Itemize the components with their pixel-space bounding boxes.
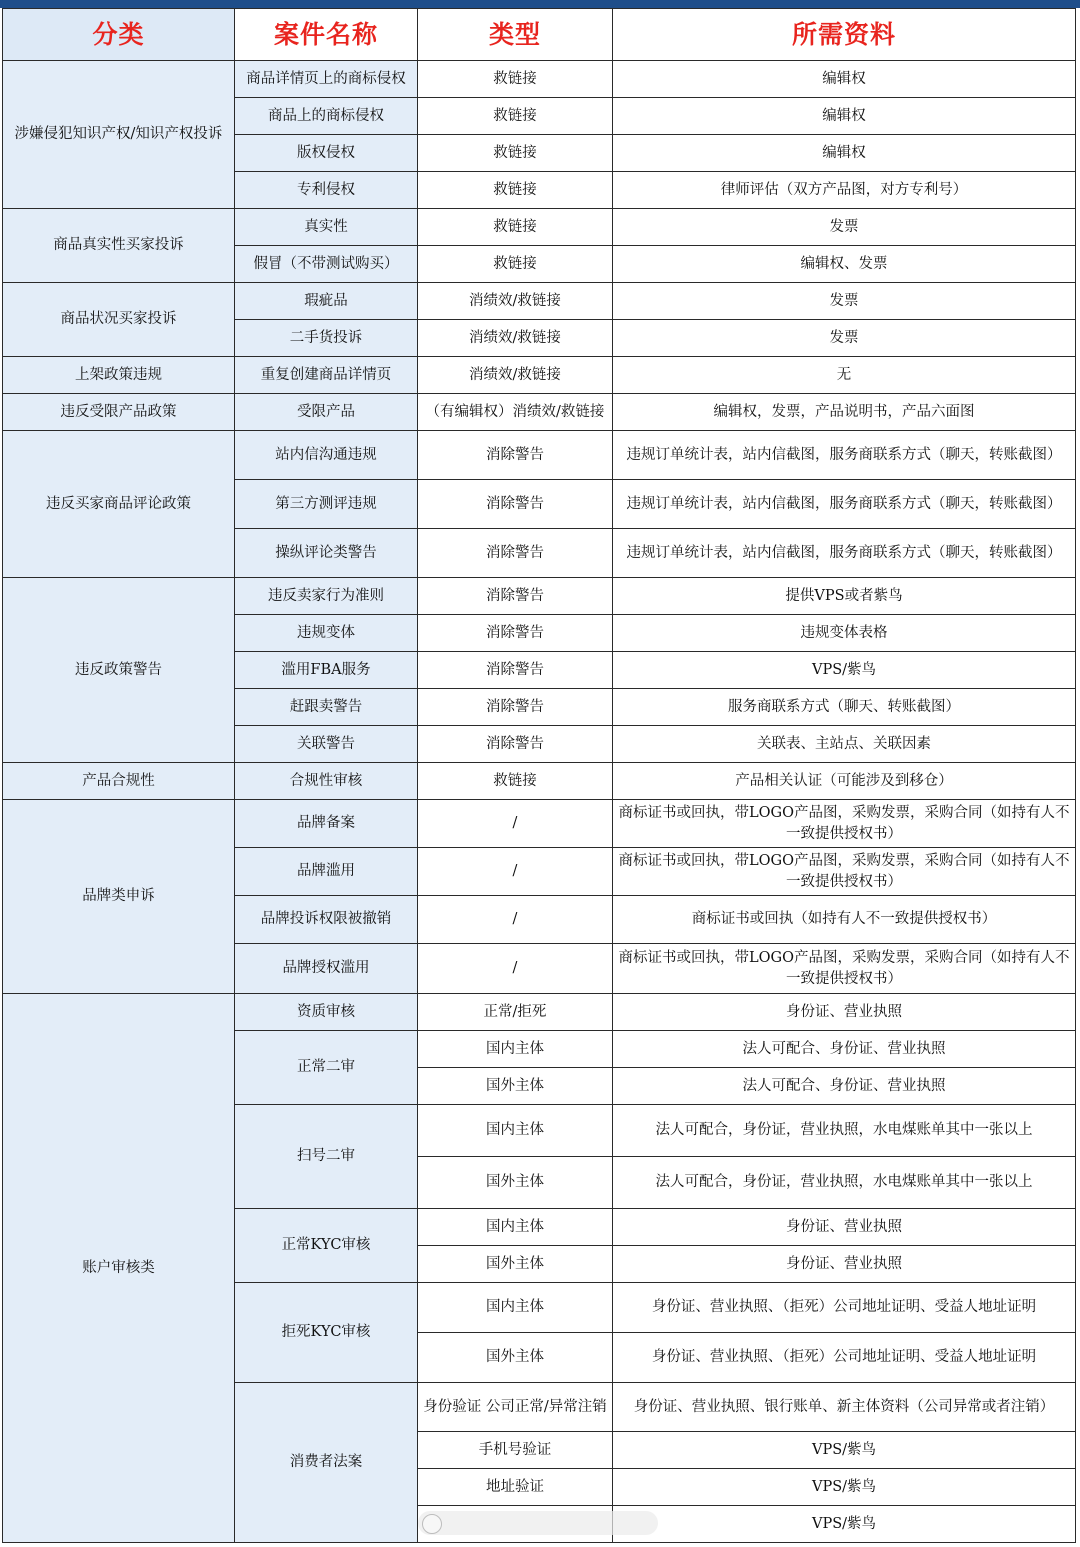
header-case-name: 案件名称 xyxy=(235,9,418,61)
case-name-cell: 滥用FBA服务 xyxy=(235,652,418,689)
required-docs-cell: 身份证、营业执照、（拒死）公司地址证明、受益人地址证明 xyxy=(613,1283,1076,1333)
type-cell: 国外主体 xyxy=(418,1068,613,1105)
type-cell: 救链接 xyxy=(418,172,613,209)
table-row xyxy=(3,763,1076,800)
case-name-cell: 操纵评论类警告 xyxy=(235,529,418,578)
type-cell: 国外主体 xyxy=(418,1157,613,1209)
required-docs-cell: 提供VPS或者紫鸟 xyxy=(613,578,1076,615)
required-docs-cell: 违规订单统计表，站内信截图，服务商联系方式（聊天，转账截图） xyxy=(613,529,1076,578)
type-cell: 消除警告 xyxy=(418,652,613,689)
case-name-cell: 专利侵权 xyxy=(235,172,418,209)
case-name-cell: 违规变体 xyxy=(235,615,418,652)
table-row xyxy=(3,209,1076,246)
required-docs-cell: 商标证书或回执（如持有人不一致提供授权书） xyxy=(613,896,1076,944)
case-name-cell: 拒死KYC审核 xyxy=(235,1283,418,1383)
type-cell: 国外主体 xyxy=(418,1246,613,1283)
case-name-cell: 站内信沟通违规 xyxy=(235,431,418,480)
type-cell: 国内主体 xyxy=(418,1031,613,1068)
table-row xyxy=(3,800,1076,848)
case-name-cell: 版权侵权 xyxy=(235,135,418,172)
required-docs-cell: 编辑权 xyxy=(613,135,1076,172)
type-cell: / xyxy=(418,896,613,944)
type-cell: 消除警告 xyxy=(418,726,613,763)
required-docs-cell: 发票 xyxy=(613,320,1076,357)
required-docs-cell: 编辑权 xyxy=(613,61,1076,98)
table-row xyxy=(3,578,1076,615)
header-category: 分类 xyxy=(3,9,235,61)
type-cell: / xyxy=(418,944,613,994)
required-docs-cell: 律师评估（双方产品图，对方专利号） xyxy=(613,172,1076,209)
category-cell: 违反受限产品政策 xyxy=(3,394,235,431)
category-cell: 违反政策警告 xyxy=(3,578,235,763)
required-docs-cell: 身份证、营业执照、银行账单、新主体资料（公司异常或者注销） xyxy=(613,1383,1076,1432)
type-cell: 救链接 xyxy=(418,98,613,135)
type-cell: 消绩效/救链接 xyxy=(418,320,613,357)
type-cell: 手机号验证 xyxy=(418,1432,613,1469)
type-cell: 正常/拒死 xyxy=(418,994,613,1031)
required-docs-cell: 发票 xyxy=(613,283,1076,320)
case-name-cell: 品牌投诉权限被撤销 xyxy=(235,896,418,944)
required-docs-cell: 身份证、营业执照、（拒死）公司地址证明、受益人地址证明 xyxy=(613,1333,1076,1383)
case-name-cell: 违反卖家行为准则 xyxy=(235,578,418,615)
required-docs-cell: VPS/紫鸟 xyxy=(613,1506,1076,1543)
required-docs-cell: 无 xyxy=(613,357,1076,394)
required-docs-cell: 法人可配合，身份证，营业执照，水电煤账单其中一张以上 xyxy=(613,1105,1076,1157)
case-name-cell: 赶跟卖警告 xyxy=(235,689,418,726)
required-docs-cell: 编辑权，发票，产品说明书，产品六面图 xyxy=(613,394,1076,431)
type-cell: 消除警告 xyxy=(418,480,613,529)
required-docs-cell: VPS/紫鸟 xyxy=(613,1432,1076,1469)
required-docs-cell: 违规订单统计表，站内信截图，服务商联系方式（聊天，转账截图） xyxy=(613,480,1076,529)
type-cell: 消除警告 xyxy=(418,689,613,726)
required-docs-cell: 商标证书或回执，带LOGO产品图，采购发票，采购合同（如持有人不一致提供授权书） xyxy=(613,800,1076,848)
case-name-cell: 第三方测评违规 xyxy=(235,480,418,529)
case-name-cell: 瑕疵品 xyxy=(235,283,418,320)
category-cell: 品牌类申诉 xyxy=(3,800,235,994)
required-docs-cell: 违规订单统计表，站内信截图，服务商联系方式（聊天，转账截图） xyxy=(613,431,1076,480)
required-docs-cell: 商标证书或回执，带LOGO产品图，采购发票，采购合同（如持有人不一致提供授权书） xyxy=(613,848,1076,896)
required-docs-cell: VPS/紫鸟 xyxy=(613,652,1076,689)
case-name-cell: 品牌滥用 xyxy=(235,848,418,896)
case-name-cell: 消费者法案 xyxy=(235,1383,418,1543)
case-name-cell: 商品详情页上的商标侵权 xyxy=(235,61,418,98)
table-row xyxy=(3,283,1076,320)
case-name-cell: 关联警告 xyxy=(235,726,418,763)
type-cell: / xyxy=(418,848,613,896)
table-row xyxy=(3,431,1076,480)
type-cell: 消绩效/救链接 xyxy=(418,357,613,394)
category-cell: 账户审核类 xyxy=(3,994,235,1543)
type-cell: （有编辑权）消绩效/救链接 xyxy=(418,394,613,431)
table-row xyxy=(3,994,1076,1031)
required-docs-cell: 法人可配合、身份证、营业执照 xyxy=(613,1031,1076,1068)
type-cell: 救链接 xyxy=(418,61,613,98)
header-type: 类型 xyxy=(418,9,613,61)
table-row xyxy=(3,61,1076,98)
required-docs-cell: 身份证、营业执照 xyxy=(613,1209,1076,1246)
category-cell: 产品合规性 xyxy=(3,763,235,800)
type-cell: 国内主体 xyxy=(418,1209,613,1246)
required-docs-cell: VPS/紫鸟 xyxy=(613,1469,1076,1506)
case-name-cell: 重复创建商品详情页 xyxy=(235,357,418,394)
category-cell: 违反买家商品评论政策 xyxy=(3,431,235,578)
category-cell: 涉嫌侵犯知识产权/知识产权投诉 xyxy=(3,61,235,209)
required-docs-cell: 编辑权 xyxy=(613,98,1076,135)
watermark xyxy=(418,1511,658,1535)
required-docs-cell: 违规变体表格 xyxy=(613,615,1076,652)
type-cell: 救链接 xyxy=(418,763,613,800)
watermark-avatar-icon xyxy=(422,1514,442,1534)
type-cell: 消绩效/救链接 xyxy=(418,283,613,320)
required-docs-cell: 商标证书或回执，带LOGO产品图，采购发票，采购合同（如持有人不一致提供授权书） xyxy=(613,944,1076,994)
type-cell: 国内主体 xyxy=(418,1105,613,1157)
type-cell: 消除警告 xyxy=(418,615,613,652)
case-name-cell: 品牌备案 xyxy=(235,800,418,848)
required-docs-cell: 身份证、营业执照 xyxy=(613,994,1076,1031)
top-bar xyxy=(0,0,1080,8)
type-cell: / xyxy=(418,800,613,848)
required-docs-cell: 产品相关认证（可能涉及到移仓） xyxy=(613,763,1076,800)
requirements-table xyxy=(2,8,1076,1543)
type-cell: 救链接 xyxy=(418,209,613,246)
type-cell: 救链接 xyxy=(418,135,613,172)
table-row xyxy=(3,394,1076,431)
header-required-docs: 所需资料 xyxy=(613,9,1076,61)
type-cell: 消除警告 xyxy=(418,431,613,480)
category-cell: 商品状况买家投诉 xyxy=(3,283,235,357)
type-cell: 救链接 xyxy=(418,246,613,283)
case-name-cell: 受限产品 xyxy=(235,394,418,431)
required-docs-cell: 服务商联系方式（聊天、转账截图） xyxy=(613,689,1076,726)
type-cell: 地址验证 xyxy=(418,1469,613,1506)
category-cell: 商品真实性买家投诉 xyxy=(3,209,235,283)
case-name-cell: 资质审核 xyxy=(235,994,418,1031)
type-cell: 国外主体 xyxy=(418,1333,613,1383)
table-row xyxy=(3,357,1076,394)
case-name-cell: 假冒（不带测试购买） xyxy=(235,246,418,283)
case-name-cell: 扫号二审 xyxy=(235,1105,418,1209)
header-row xyxy=(3,9,1076,61)
required-docs-cell: 身份证、营业执照 xyxy=(613,1246,1076,1283)
case-name-cell: 合规性审核 xyxy=(235,763,418,800)
required-docs-cell: 法人可配合、身份证、营业执照 xyxy=(613,1068,1076,1105)
case-name-cell: 真实性 xyxy=(235,209,418,246)
case-name-cell: 品牌授权滥用 xyxy=(235,944,418,994)
type-cell: 消除警告 xyxy=(418,529,613,578)
required-docs-cell: 法人可配合，身份证，营业执照，水电煤账单其中一张以上 xyxy=(613,1157,1076,1209)
case-name-cell: 二手货投诉 xyxy=(235,320,418,357)
case-name-cell: 正常二审 xyxy=(235,1031,418,1105)
category-cell: 上架政策违规 xyxy=(3,357,235,394)
required-docs-cell: 编辑权、发票 xyxy=(613,246,1076,283)
case-name-cell: 正常KYC审核 xyxy=(235,1209,418,1283)
type-cell: 身份验证 公司正常/异常注销 xyxy=(418,1383,613,1432)
case-name-cell: 商品上的商标侵权 xyxy=(235,98,418,135)
type-cell: 国内主体 xyxy=(418,1283,613,1333)
required-docs-cell: 发票 xyxy=(613,209,1076,246)
type-cell: 消除警告 xyxy=(418,578,613,615)
required-docs-cell: 关联表、主站点、关联因素 xyxy=(613,726,1076,763)
